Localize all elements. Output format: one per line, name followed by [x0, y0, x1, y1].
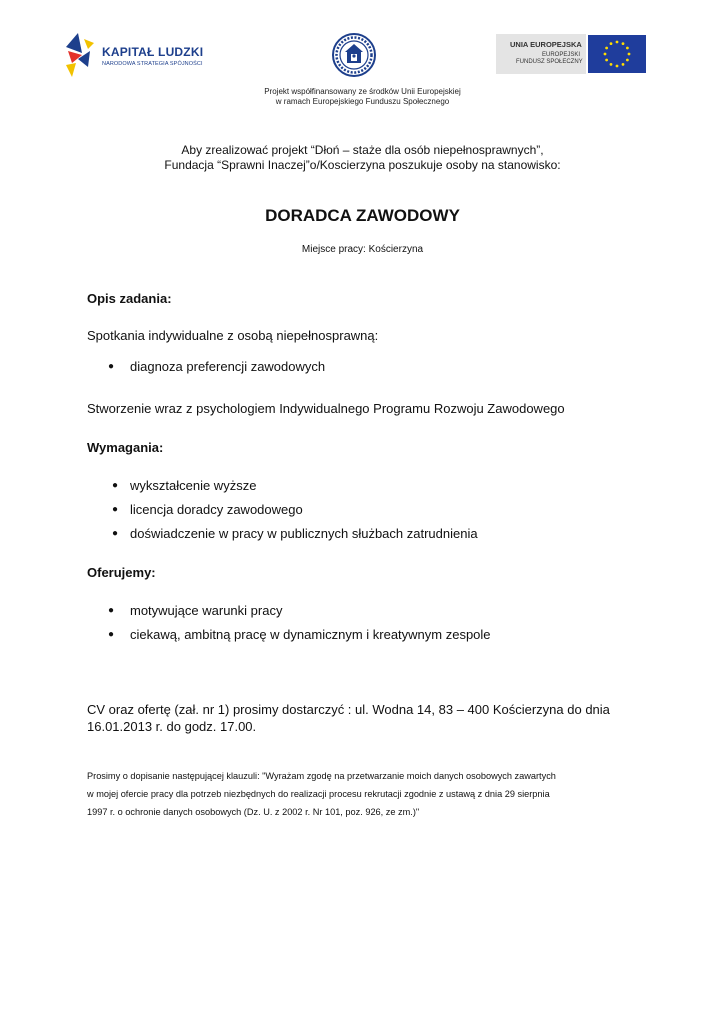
- eu-star-icon: [605, 59, 608, 62]
- requirement-item-text: wykształcenie wyższe: [130, 478, 257, 493]
- bullet-icon: ●: [112, 504, 119, 515]
- eu-star-icon: [616, 41, 619, 44]
- foundation-seal-icon: [331, 32, 377, 78]
- kapital-ludzki-title: KAPITAŁ LUDZKI: [102, 45, 204, 59]
- intro-line-2: Fundacja “Sprawni Inaczej”o/Koscierzyna poszukuje osoby na stanowisko:: [164, 158, 561, 172]
- clause-line-2: w mojej ofercie pracy dla potrzeb niezbędnych do realizacji procesu rekrutacji zgodnie z ustawą z dnia 29 sierpnia: [87, 789, 550, 799]
- eu-star-icon: [605, 47, 608, 50]
- bullet-icon: ●: [112, 480, 119, 491]
- eu-line-3: FUNDUSZ SPOŁECZNY: [516, 59, 583, 65]
- cofund-line-2: w ramach Europejskiego Funduszu Społecznego: [275, 97, 450, 106]
- offer-item-text: ciekawą, ambitną pracę w dynamicznym i kreatywnym zespole: [130, 627, 491, 642]
- requirement-item-text: licencja doradcy zawodowego: [130, 502, 303, 517]
- bullet-icon: ●: [108, 361, 115, 372]
- task-item-text: diagnoza preferencji zawodowych: [130, 359, 326, 374]
- offer-heading: Oferujemy:: [87, 565, 156, 580]
- bullet-icon: ●: [108, 629, 115, 640]
- eu-line-1: UNIA EUROPEJSKA: [510, 40, 582, 49]
- job-title: DORADCA ZAWODOWY: [265, 206, 460, 225]
- tasks-intro: Spotkania indywidualne z osobą niepełnosprawną:: [87, 328, 379, 343]
- eu-star-icon: [626, 47, 629, 50]
- cv-line-1: CV oraz ofertę (zał. nr 1) prosimy dostarczyć : ul. Wodna 14, 83 – 400 Kościerzyna do dnia: [87, 702, 610, 717]
- eu-efs-logo: [496, 34, 648, 74]
- eu-star-icon: [610, 42, 613, 45]
- kapital-ludzki-emblem-icon: [66, 33, 100, 77]
- work-location: Miejsce pracy: Kościerzyna: [301, 244, 424, 255]
- eu-star-icon: [610, 63, 613, 66]
- kapital-ludzki-subtitle: NARODOWA STRATEGIA SPÓJNOŚCI: [102, 61, 203, 67]
- tasks-extra: Stworzenie wraz z psychologiem Indywidualnego Programu Rozwoju Zawodowego: [87, 401, 565, 416]
- eu-star-icon: [604, 53, 607, 56]
- eu-star-icon: [622, 63, 625, 66]
- requirement-item-text: doświadczenie w pracy w publicznych służbach zatrudnienia: [130, 526, 478, 541]
- eu-star-icon: [622, 42, 625, 45]
- bullet-icon: ●: [112, 528, 119, 539]
- eu-star-icon: [628, 53, 631, 56]
- intro-line-1: Aby zrealizować projekt “Dłoń – staże dla osób niepełnosprawnych”,: [181, 143, 544, 157]
- eu-star-icon: [616, 65, 619, 68]
- tasks-heading: Opis zadania:: [87, 291, 172, 306]
- requirements-heading: Wymagania:: [87, 440, 164, 455]
- foundation-seal-logo: [331, 32, 377, 78]
- clause-line-1: Prosimy o dopisanie następującej klauzuli: "Wyrażam zgodę na przetwarzanie moich danych osobowych zawartych: [87, 771, 556, 781]
- bullet-icon: ●: [108, 605, 115, 616]
- data-consent-clause: [87, 767, 647, 821]
- cv-line-2: 16.01.2013 r. do godz. 17.00.: [87, 719, 257, 734]
- offer-item-text: motywujące warunki pracy: [130, 603, 283, 618]
- eu-star-icon: [626, 59, 629, 62]
- eu-flag-icon: [588, 35, 646, 73]
- cv-instructions: [87, 701, 647, 735]
- cofund-line-1: Projekt współfinansowany ze środków Unii Europejskiej: [264, 87, 461, 96]
- eu-line-2: EUROPEJSKI: [541, 52, 580, 58]
- clause-line-3: 1997 r. o ochronie danych osobowych (Dz. U. z 2002 r. Nr 101, poz. 926, ze zm.)": [87, 807, 420, 817]
- kapital-ludzki-logo: [66, 33, 206, 77]
